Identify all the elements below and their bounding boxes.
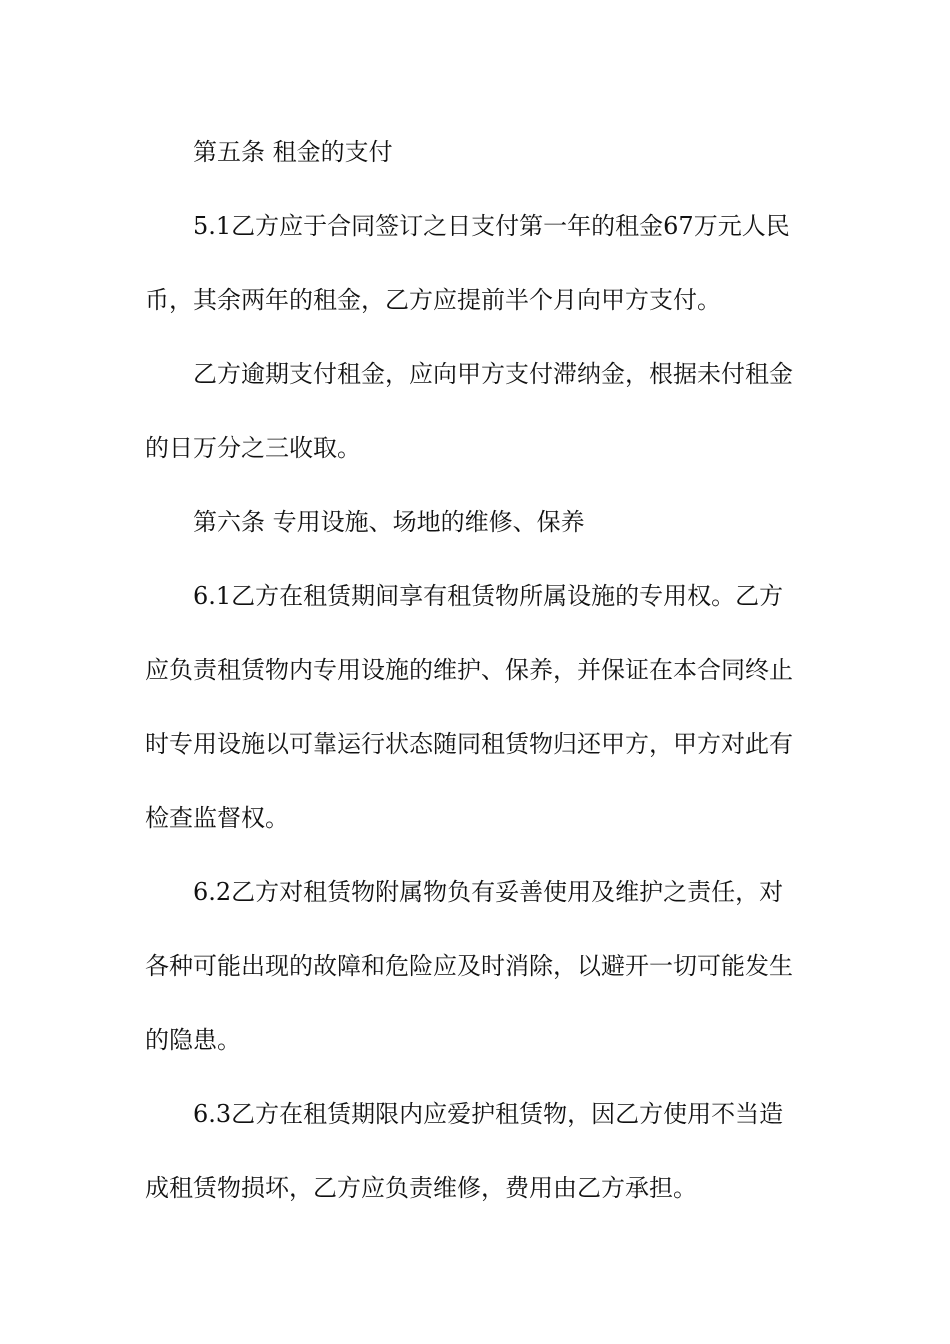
- document-body: [145, 128, 810, 1238]
- paragraph-line: 币，其余两年的租金，乙方应提前半个月向甲方支付。: [145, 286, 721, 314]
- paragraph-line: 各种可能出现的故障和危险应及时消除，以避开一切可能发生: [145, 952, 793, 980]
- paragraph-line: 的日万分之三收取。: [145, 434, 361, 462]
- paragraph-line: 乙方逾期支付租金，应向甲方支付滞纳金，根据未付租金: [193, 360, 793, 388]
- paragraph-line: 5.1乙方应于合同签订之日支付第一年的租金67万元人民: [193, 212, 790, 240]
- paragraph-line: 应负责租赁物内专用设施的维护、保养，并保证在本合同终止: [145, 656, 793, 684]
- paragraph-line: 6.3乙方在租赁期限内应爱护租赁物，因乙方使用不当造: [193, 1100, 784, 1128]
- section-heading-6: 第六条 专用设施、场地的维修、保养: [193, 508, 585, 536]
- paragraph-line: 时专用设施以可靠运行状态随同租赁物归还甲方，甲方对此有: [145, 730, 793, 758]
- section-heading-5: 第五条 租金的支付: [193, 138, 393, 166]
- paragraph-line: 6.1乙方在租赁期间享有租赁物所属设施的专用权。乙方: [193, 582, 784, 610]
- paragraph-line: 的隐患。: [145, 1026, 241, 1054]
- paragraph-line: 检查监督权。: [145, 804, 289, 832]
- paragraph-line: 成租赁物损坏，乙方应负责维修，费用由乙方承担。: [145, 1174, 697, 1202]
- paragraph-line: 6.2乙方对租赁物附属物负有妥善使用及维护之责任，对: [193, 878, 784, 906]
